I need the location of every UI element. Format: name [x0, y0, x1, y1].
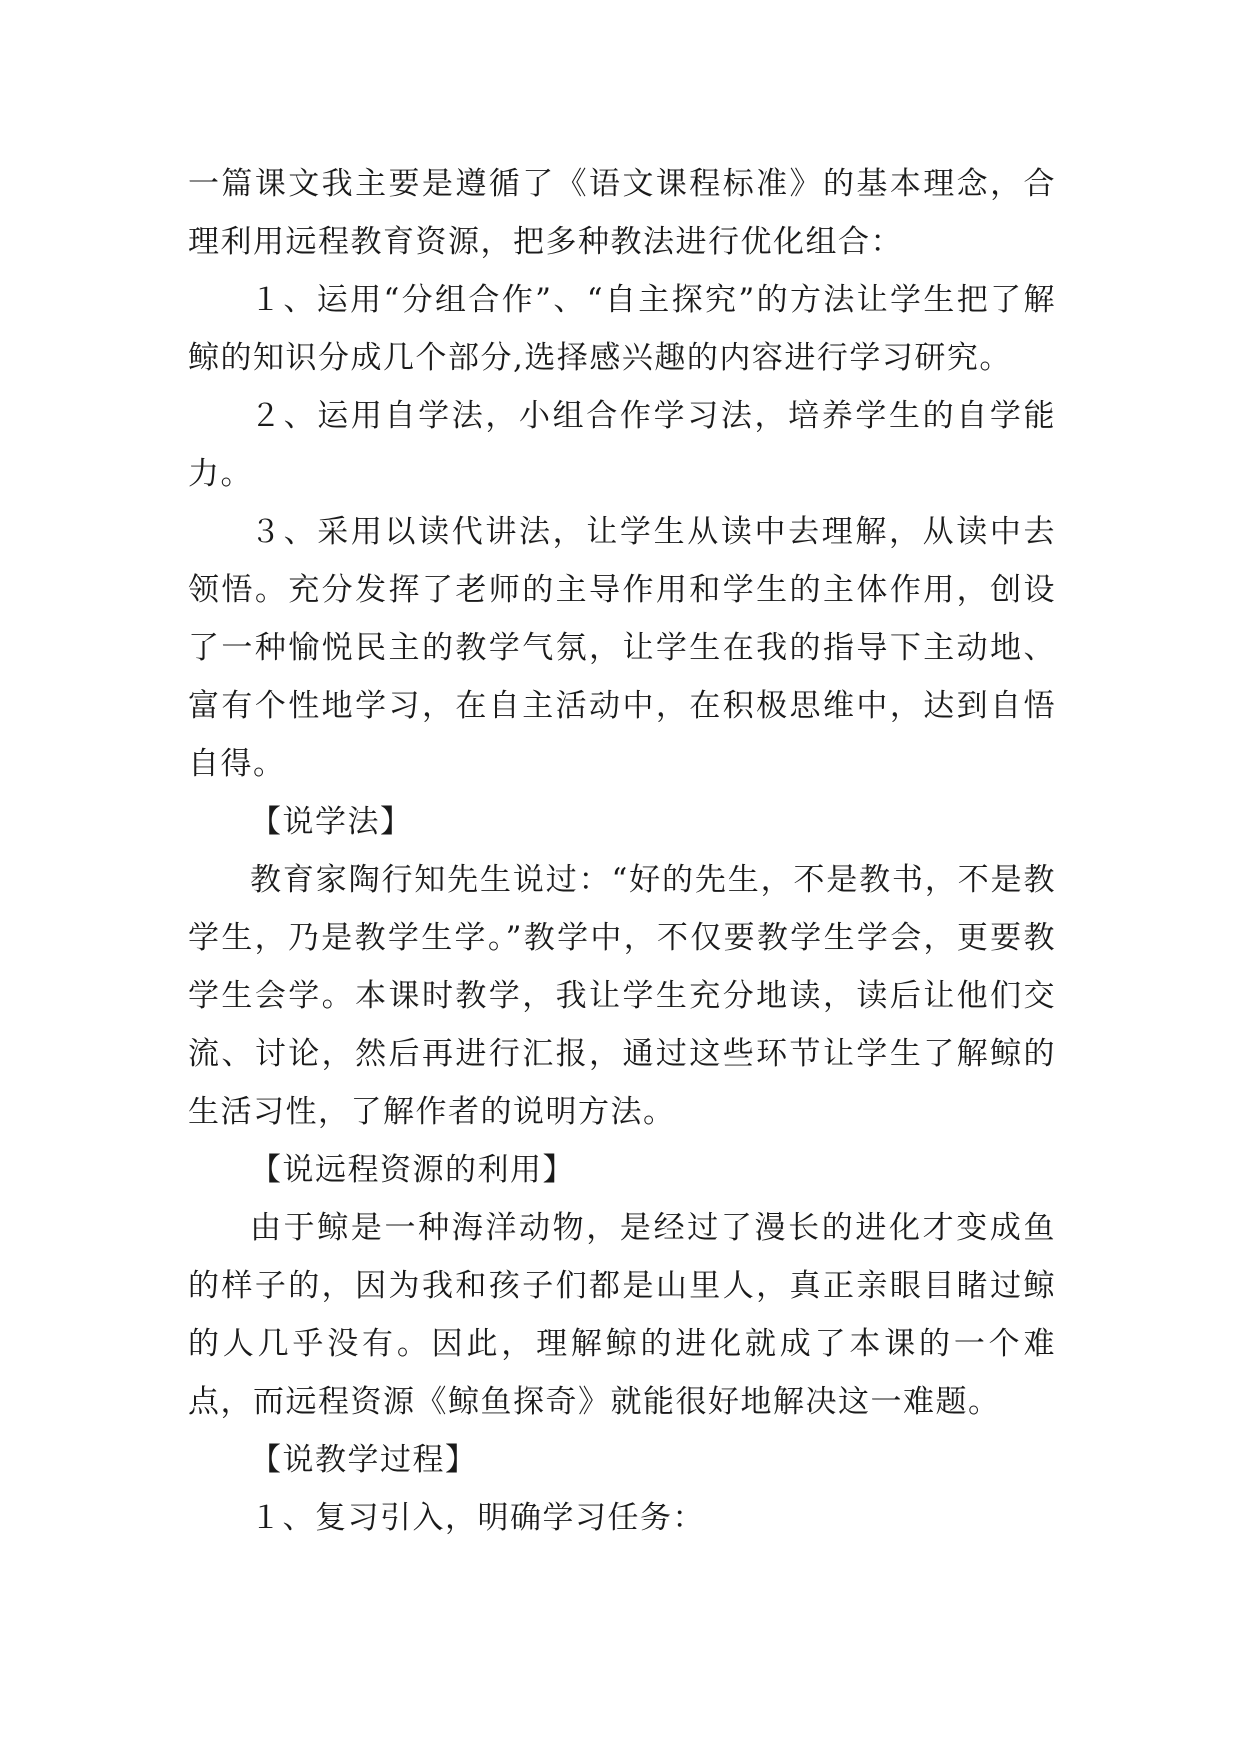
document-page [188, 155, 1056, 1547]
paragraph-method-1: １、运用“分组合作”、“自主探究”的方法让学生把了解鲸的知识分成几个部分,选择感兴趣的内容进行学习研究。 [188, 282, 1056, 376]
paragraph-teaching-methods-intro: 一篇课文我主要是遵循了《语文课程标准》的基本理念，合理利用远程教育资源，把多种教法进行优化组合： [188, 166, 1056, 260]
section-heading-teaching-process: 【说教学过程】 [250, 1442, 478, 1478]
paragraph-learning-methods: 教育家陶行知先生说过：“好的先生，不是教书，不是教学生，乃是教学生学。”教学中，不仅要教学生学会，更要教学生会学。本课时教学，我让学生充分地读，读后让他们交流、讨论，然后再进行汇报，通过这些环节让学生了解鲸的生活习性，了解作者的说明方法。 [188, 862, 1056, 1130]
paragraph-remote-resources: 由于鲸是一种海洋动物，是经过了漫长的进化才变成鱼的样子的，因为我和孩子们都是山里人，真正亲眼目睹过鲸的人几乎没有。因此，理解鲸的进化就成了本课的一个难点，而远程资源《鲸鱼探奇》就能很好地解决这一难题。 [188, 1210, 1056, 1420]
section-heading-remote-resources: 【说远程资源的利用】 [250, 1152, 575, 1188]
section-heading-learning-methods: 【说学法】 [250, 804, 413, 840]
paragraph-process-step-1: １、复习引入，明确学习任务： [250, 1500, 705, 1536]
paragraph-method-2: ２、运用自学法，小组合作学习法，培养学生的自学能力。 [188, 398, 1056, 492]
paragraph-method-3: ３、采用以读代讲法，让学生从读中去理解，从读中去领悟。充分发挥了老师的主导作用和学生的主体作用，创设了一种愉悦民主的教学气氛，让学生在我的指导下主动地、富有个性地学习，在自主活动中，在积极思维中，达到自悟自得。 [188, 514, 1056, 782]
